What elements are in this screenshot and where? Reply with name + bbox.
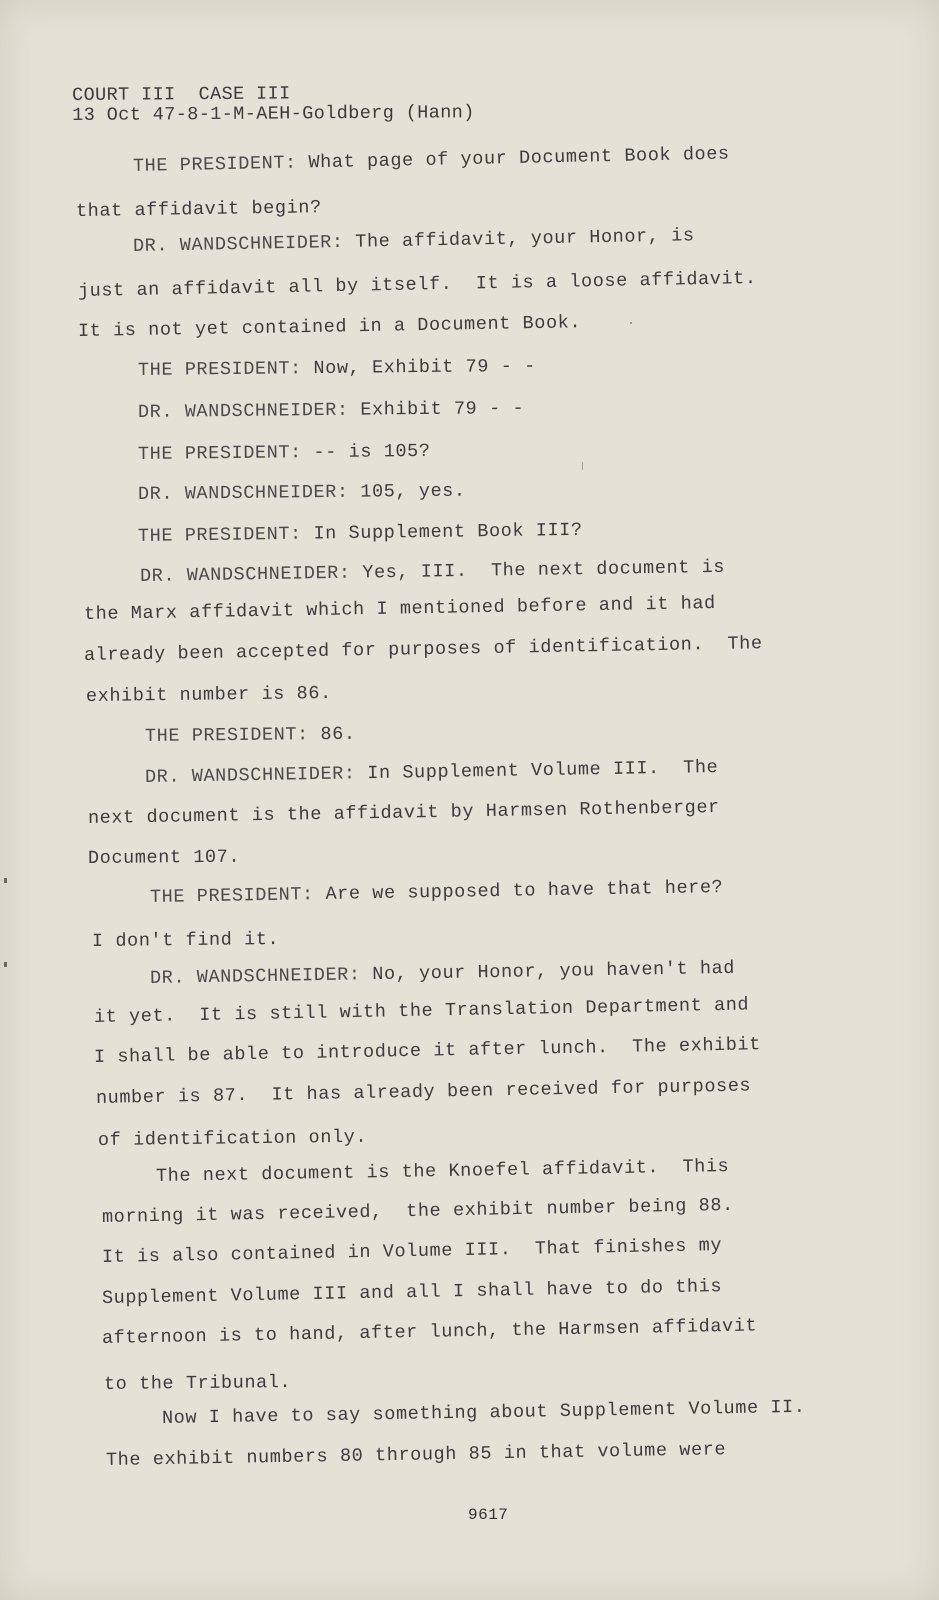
transcript-line: morning it was received, the exhibit number being 88.	[101, 1194, 734, 1228]
transcript-line: the Marx affidavit which I mentioned before and it had	[83, 592, 716, 625]
transcript-line: The exhibit numbers 80 through 85 in that volume were	[105, 1439, 727, 1471]
transcript-line: that affidavit begin?	[75, 197, 322, 222]
transcript-line: THE PRESIDENT: -- is 105?	[137, 440, 431, 465]
transcript-line: I don't find it.	[91, 929, 280, 952]
transcript-line: DR. WANDSCHNEIDER: 105, yes.	[137, 480, 466, 505]
transcript-line: Document 107.	[87, 846, 241, 869]
header-court-case: COURT III CASE III	[71, 83, 291, 106]
transcript-line: It is also contained in Volume III. That finishes my	[101, 1235, 723, 1268]
transcript-line: DR. WANDSCHNEIDER: Yes, III. The next document is	[139, 556, 726, 587]
transcript-line: The next document is the Knoefel affidavit. This	[155, 1155, 730, 1187]
transcript-line: THE PRESIDENT: Are we supposed to have that here?	[149, 876, 724, 908]
binding-hole-mark	[4, 962, 7, 967]
transcript-line: DR. WANDSCHNEIDER: The affidavit, your Honor, is	[132, 225, 695, 257]
page-number: 9617	[468, 1506, 509, 1524]
transcript-line: Supplement Volume III and all I shall have to do this	[101, 1276, 723, 1309]
transcript-line: THE PRESIDENT: In Supplement Book III?	[137, 519, 583, 547]
transcript-line: afternoon is to hand, after lunch, the Harmsen affidavit	[101, 1315, 758, 1349]
transcript-line: DR. WANDSCHNEIDER: Exhibit 79 - -	[137, 397, 525, 423]
transcript-line: THE PRESIDENT: 86.	[144, 723, 356, 747]
stray-ink-mark	[630, 322, 632, 324]
transcript-line: THE PRESIDENT: What page of your Document Book does	[132, 143, 730, 177]
transcript-line: DR. WANDSCHNEIDER: No, your Honor, you haven't had	[149, 957, 736, 989]
transcript-line: just an affidavit all by itself. It is a loose affidavit.	[77, 267, 757, 302]
transcript-line: it yet. It is still with the Translation Department and	[93, 994, 750, 1028]
transcript-line: THE PRESIDENT: Now, Exhibit 79 - -	[137, 355, 536, 381]
transcript-line: next document is the affidavit by Harmsen Rothenberger	[87, 796, 720, 829]
page-header	[72, 83, 475, 126]
header-session-info: 13 Oct 47-8-1-M-AEH-Goldberg (Hann)	[72, 102, 475, 126]
transcript-line: exhibit number is 86.	[85, 682, 332, 707]
transcript-line: DR. WANDSCHNEIDER: In Supplement Volume III. The	[144, 756, 719, 788]
transcript-line: to the Tribunal.	[103, 1372, 292, 1395]
transcript-line: of identification only.	[97, 1126, 368, 1151]
stray-ink-mark	[582, 462, 583, 470]
transcript-line: Now I have to say something about Supplement Volume II.	[161, 1396, 806, 1429]
transcript-line: It is not yet contained in a Document Book.	[77, 312, 582, 342]
transcript-line: I shall be able to introduce it after lunch. The exhibit	[93, 1034, 762, 1068]
binding-hole-mark	[4, 878, 7, 883]
transcript-line: already been accepted for purposes of identification. The	[83, 633, 763, 666]
transcript-line: number is 87. It has already been received for purposes	[95, 1075, 752, 1109]
